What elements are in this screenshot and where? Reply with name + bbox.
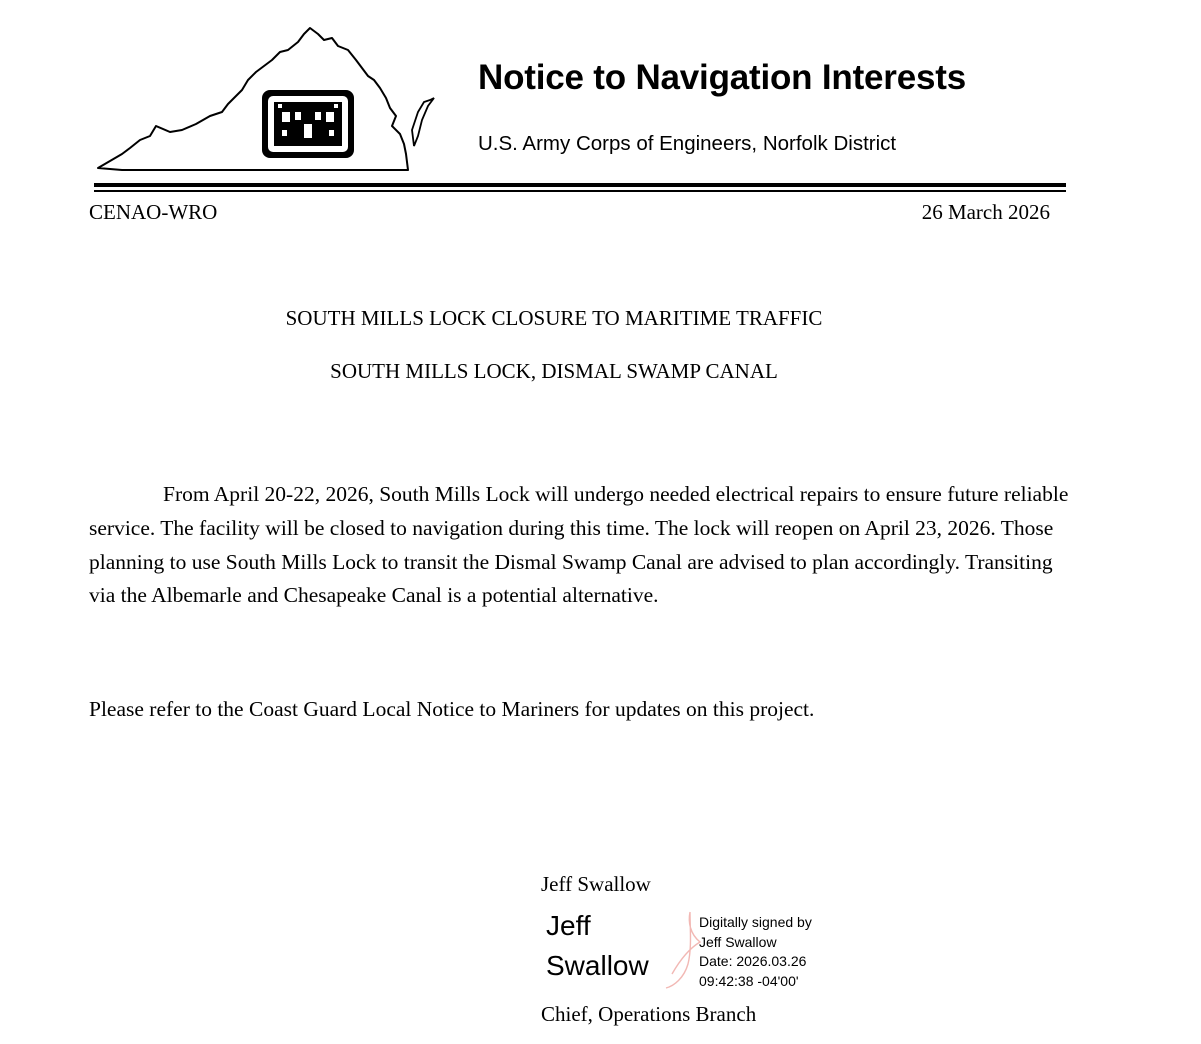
notice-title: Notice to Navigation Interests — [478, 58, 966, 97]
subject-line-1: SOUTH MILLS LOCK CLOSURE TO MARITIME TRAFFIC — [285, 306, 823, 330]
body-paragraph-text: From April 20-22, 2026, South Mills Lock will undergo needed electrical repairs to ensure future reliable service. The facility will be closed to navigation during this time. The lock will reopen on April 23, 2026. Those planning to use South Mills Lock to transit the Dismal Swamp Canal are advised to plan accordingly. Transiting via the Albemarle and Chesapeake Canal is a potential alternative. — [89, 482, 1069, 608]
signer-name: Jeff Swallow — [541, 872, 651, 896]
digital-signature-line-2: Jeff Swallow — [699, 933, 777, 950]
refer-paragraph: Please refer to the Coast Guard Local Notice to Mariners for updates on this project. — [89, 697, 815, 721]
organization-name: U.S. Army Corps of Engineers, Norfolk District — [478, 132, 897, 155]
office-symbol: CENAO-WRO — [89, 200, 218, 224]
body-paragraph — [89, 478, 1079, 613]
digital-signature-line-4: 09:42:38 -04'00' — [699, 972, 799, 989]
signature-last-name: Swallow — [546, 950, 649, 981]
header-divider-thick — [94, 183, 1066, 187]
header-divider-thin — [94, 190, 1066, 192]
digital-signature-line-3: Date: 2026.03.26 — [699, 953, 807, 969]
subject-line-2: SOUTH MILLS LOCK, DISMAL SWAMP CANAL — [330, 359, 778, 383]
digital-signature-line-1: Digitally signed by — [699, 914, 812, 930]
notice-date: 26 March 2026 — [921, 200, 1050, 224]
signature-first-name: Jeff — [546, 910, 591, 941]
virginia-map-castle-icon — [92, 20, 438, 176]
digital-signature-info — [699, 913, 812, 991]
signer-title: Chief, Operations Branch — [541, 1002, 757, 1026]
